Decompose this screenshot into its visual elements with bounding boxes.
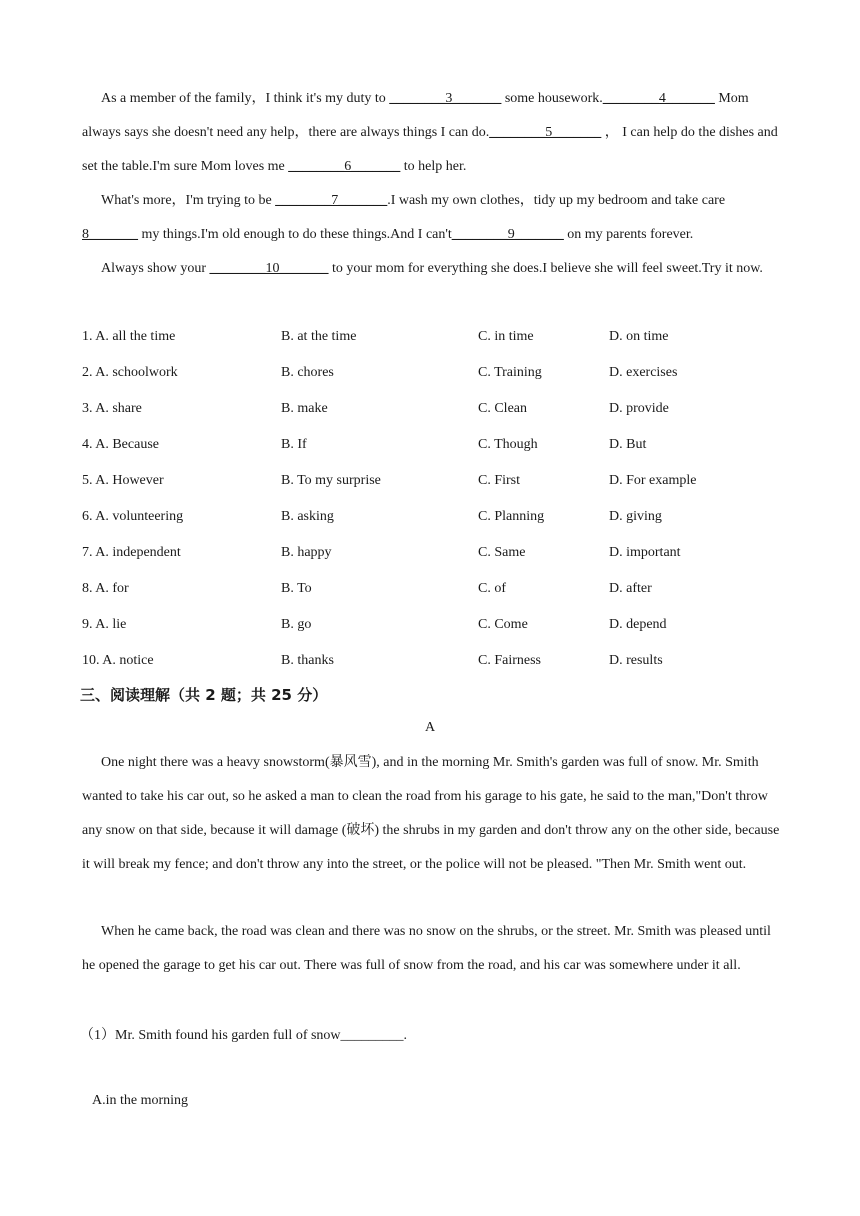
option-row-5 bbox=[82, 473, 782, 493]
option-d[interactable]: D. For example bbox=[609, 473, 697, 488]
option-d[interactable]: D. provide bbox=[609, 401, 669, 416]
option-a[interactable]: 2. A. schoolwork bbox=[82, 365, 178, 380]
option-a[interactable]: 7. A. independent bbox=[82, 545, 181, 560]
option-a[interactable]: 5. A. However bbox=[82, 473, 164, 488]
option-a[interactable]: 9. A. lie bbox=[82, 617, 127, 632]
option-c[interactable]: C. Come bbox=[478, 617, 528, 632]
blank-8: 8_______ bbox=[82, 227, 138, 242]
option-row-8 bbox=[82, 581, 782, 601]
option-b[interactable]: B. asking bbox=[281, 509, 334, 524]
reading-paragraph-1: One night there was a heavy snowstorm(暴风雪), and in the morning Mr. Smith's garden was full of snow. Mr. Smith wanted to take his car out, so he asked a man to clean the road from his garage to his gate, he said to the man,"Don't throw any snow on that side, because it will damage (破坏) the shrubs in my garden and don't throw any on the other side, because it will break my fence; and don't throw any into the street, or the police will not be pleased. "Then Mr. Smith went out. bbox=[82, 755, 780, 872]
option-row-2 bbox=[82, 365, 782, 385]
option-b[interactable]: B. To bbox=[281, 581, 312, 596]
option-b[interactable]: B. chores bbox=[281, 365, 334, 380]
cloze-paragraph-1: As a member of the family，I think it's my duty to ________3_______ some housework.________4_______ Mom always says she doesn't need any help，there are always things I can do.________5_______ ， I can help do the dishes and set the table.I'm sure Mom loves me ________6_______ to help her. bbox=[82, 91, 778, 174]
option-b[interactable]: B. at the time bbox=[281, 329, 357, 344]
option-b[interactable]: B. To my surprise bbox=[281, 473, 381, 488]
blank-5: ________5_______ bbox=[489, 125, 602, 140]
blank-7: ________7_______ bbox=[275, 193, 388, 208]
blank-4: ________4_______ bbox=[602, 91, 715, 106]
option-c[interactable]: C. of bbox=[478, 581, 506, 596]
option-d[interactable]: D. on time bbox=[609, 329, 669, 344]
option-row-4 bbox=[82, 437, 782, 457]
option-row-1 bbox=[82, 329, 782, 349]
passage-letter: A bbox=[424, 720, 436, 735]
question-1-option-a[interactable]: A.in the morning bbox=[92, 1093, 189, 1108]
option-a[interactable]: 3. A. share bbox=[82, 401, 142, 416]
option-d[interactable]: D. important bbox=[609, 545, 681, 560]
option-c[interactable]: C. in time bbox=[478, 329, 534, 344]
option-a[interactable]: 8. A. for bbox=[82, 581, 129, 596]
option-d[interactable]: D. depend bbox=[609, 617, 667, 632]
option-row-3 bbox=[82, 401, 782, 421]
option-row-7 bbox=[82, 545, 782, 565]
blank-10: ________10_______ bbox=[209, 261, 329, 276]
option-a[interactable]: 10. A. notice bbox=[82, 653, 154, 668]
option-b[interactable]: B. thanks bbox=[281, 653, 334, 668]
option-b[interactable]: B. happy bbox=[281, 545, 332, 560]
option-a[interactable]: 1. A. all the time bbox=[82, 329, 176, 344]
option-d[interactable]: D. results bbox=[609, 653, 663, 668]
option-d[interactable]: D. exercises bbox=[609, 365, 678, 380]
section-title: 三、阅读理解（共 2 题；共 25 分） bbox=[80, 686, 328, 704]
option-d[interactable]: D. after bbox=[609, 581, 652, 596]
option-c[interactable]: C. Training bbox=[478, 365, 542, 380]
option-a[interactable]: 6. A. volunteering bbox=[82, 509, 184, 524]
option-c[interactable]: C. Though bbox=[478, 437, 538, 452]
option-b[interactable]: B. go bbox=[281, 617, 312, 632]
option-d[interactable]: D. But bbox=[609, 437, 647, 452]
blank-6: ________6_______ bbox=[288, 159, 401, 174]
blank-3: ________3_______ bbox=[389, 91, 502, 106]
reading-paragraph-2: When he came back, the road was clean and there was no snow on the shrubs, or the street. Mr. Smith was pleased until he opened the garage to get his car out. There was full of snow from the road, and his car was somewhere under it all. bbox=[82, 924, 771, 973]
question-1: （1）Mr. Smith found his garden full of snow_________. bbox=[80, 1028, 408, 1043]
cloze-paragraph-3: Always show your ________10_______ to your mom for everything she does.I believe she will feel sweet.Try it now. bbox=[101, 261, 763, 276]
option-b[interactable]: B. make bbox=[281, 401, 328, 416]
option-row-6 bbox=[82, 509, 782, 529]
option-a[interactable]: 4. A. Because bbox=[82, 437, 159, 452]
option-c[interactable]: C. First bbox=[478, 473, 521, 488]
option-c[interactable]: C. Planning bbox=[478, 509, 545, 524]
option-row-10 bbox=[82, 653, 782, 673]
option-row-9 bbox=[82, 617, 782, 637]
option-d[interactable]: D. giving bbox=[609, 509, 662, 524]
option-c[interactable]: C. Fairness bbox=[478, 653, 541, 668]
option-b[interactable]: B. If bbox=[281, 437, 307, 452]
option-c[interactable]: C. Clean bbox=[478, 401, 527, 416]
option-c[interactable]: C. Same bbox=[478, 545, 526, 560]
blank-9: ________9_______ bbox=[451, 227, 564, 242]
cloze-paragraph-2: What's more，I'm trying to be ________7_______.I wash my own clothes，tidy up my bedroom and take care 8_______ my things.I'm old enough to do these things.And I can't________9_______ on my parents forever. bbox=[82, 193, 726, 242]
